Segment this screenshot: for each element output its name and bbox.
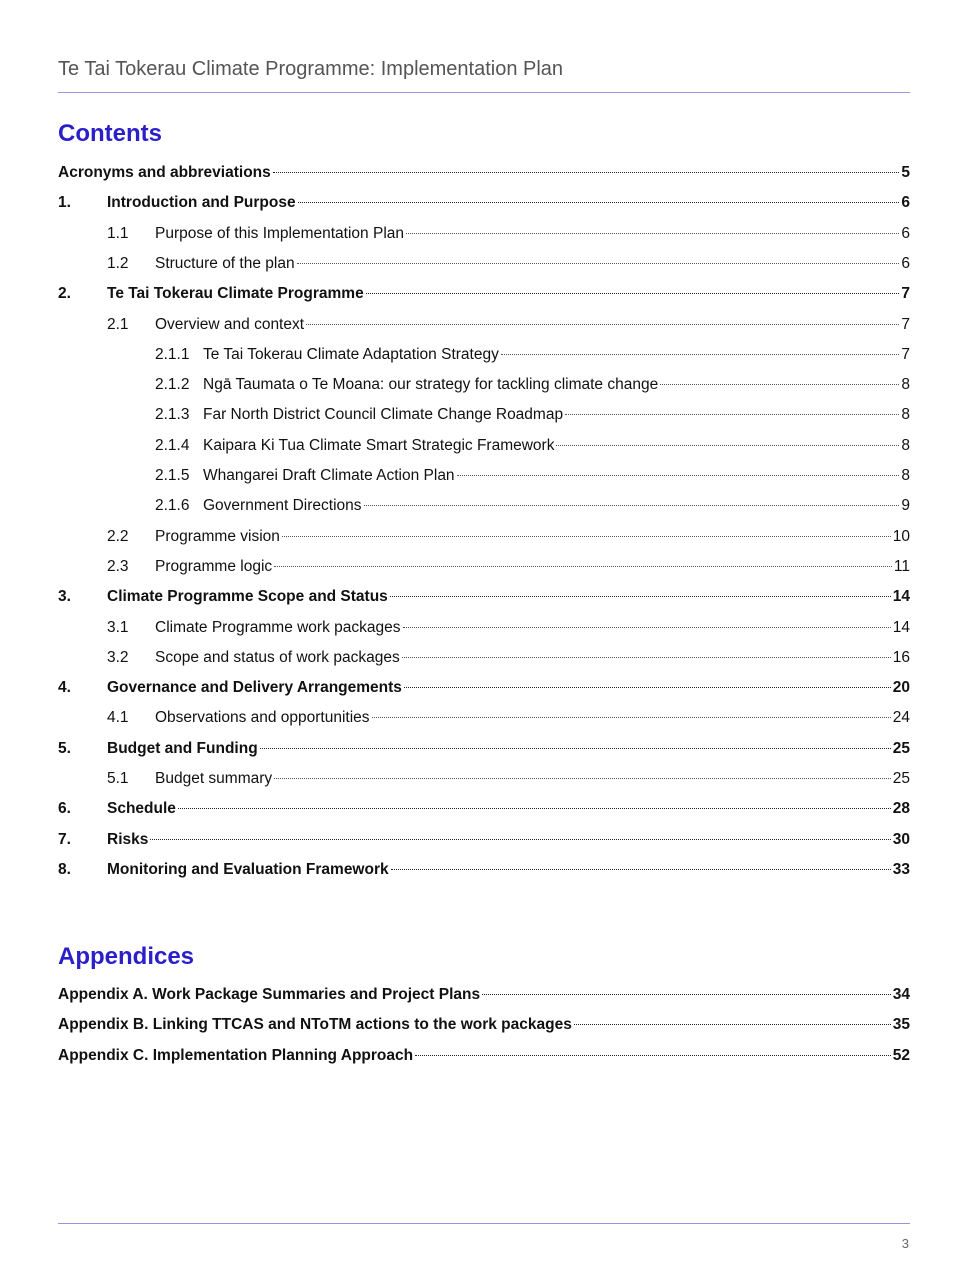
dot-leader xyxy=(282,536,891,537)
toc-entry-number: 2.3 xyxy=(107,557,129,575)
toc-entry-number: 2.1.4 xyxy=(155,436,190,454)
toc-entry-number: 4.1 xyxy=(107,709,129,727)
toc-entry-number: 1.1 xyxy=(107,224,129,242)
toc-entry-number: 2. xyxy=(58,285,71,303)
toc-entry-number: 2.1.2 xyxy=(155,376,190,394)
toc-entry-page: 16 xyxy=(892,648,910,666)
toc-entry-title: Schedule xyxy=(107,800,176,818)
toc-entry[interactable] xyxy=(58,798,910,820)
toc-entry-title: Whangarei Draft Climate Action Plan xyxy=(203,467,455,484)
toc-entry-number: 3. xyxy=(58,588,71,606)
toc-entry-number: 4. xyxy=(58,679,71,697)
toc-entry-title: Te Tai Tokerau Climate Programme xyxy=(107,285,364,303)
toc-entry[interactable] xyxy=(58,162,910,184)
toc-entry[interactable] xyxy=(58,586,910,608)
dot-leader xyxy=(403,627,891,628)
dot-leader xyxy=(364,505,900,506)
toc-entry[interactable] xyxy=(58,404,910,426)
toc-entry-page: 7 xyxy=(901,315,910,333)
toc-entry-number: 2.1.5 xyxy=(155,467,190,484)
toc-entry[interactable] xyxy=(58,984,910,1006)
toc-entry-title: Scope and status of work packages xyxy=(155,648,400,666)
toc-entry-title: Structure of the plan xyxy=(155,254,295,272)
toc-entry-title: Observations and opportunities xyxy=(155,709,370,727)
toc-entry-title: Ngā Taumata o Te Moana: our strategy for tackling climate change xyxy=(203,376,659,394)
dot-leader xyxy=(565,414,899,415)
toc-entry[interactable] xyxy=(58,314,910,336)
dot-leader xyxy=(402,657,891,658)
toc-entry-number: 2.1 xyxy=(107,315,129,333)
dot-leader xyxy=(178,808,891,809)
toc-entry[interactable] xyxy=(58,677,910,699)
toc-entry-page: 20 xyxy=(892,679,910,697)
toc-entry[interactable] xyxy=(58,829,910,851)
toc-entry-title: Government Directions xyxy=(203,497,362,515)
toc-entry-page: 11 xyxy=(893,557,910,575)
page-number: 3 xyxy=(901,1236,909,1251)
dot-leader xyxy=(415,1055,891,1056)
toc-entry-number: 2.2 xyxy=(107,527,129,545)
toc-entry-number: 3.1 xyxy=(107,618,129,636)
toc-entry[interactable] xyxy=(58,647,910,669)
toc-entry-page: 35 xyxy=(892,1016,910,1034)
toc-entry-number: 5.1 xyxy=(107,770,129,787)
dot-leader xyxy=(306,324,899,325)
toc-entry-title: Climate Programme Scope and Status xyxy=(107,588,388,606)
document-header-title: Te Tai Tokerau Climate Programme: Implementation Plan xyxy=(58,58,564,80)
toc-entry[interactable] xyxy=(58,738,910,760)
toc-entry[interactable] xyxy=(58,526,910,548)
toc-entry[interactable] xyxy=(58,435,910,457)
dot-leader xyxy=(391,869,891,870)
toc-entry-page: 6 xyxy=(901,224,910,242)
toc-entry[interactable] xyxy=(58,465,910,487)
dot-leader xyxy=(273,172,900,173)
toc-entry-page: 9 xyxy=(901,497,910,515)
toc-entry[interactable] xyxy=(58,707,910,729)
dot-leader xyxy=(406,233,899,234)
toc-entry-page: 25 xyxy=(892,770,910,787)
dot-leader xyxy=(260,748,891,749)
dot-leader xyxy=(660,384,899,385)
toc-entry-number: 2.1.6 xyxy=(155,497,190,515)
dot-leader xyxy=(274,566,892,567)
toc-entry[interactable] xyxy=(58,617,910,639)
toc-entry-page: 8 xyxy=(901,406,910,424)
toc-entry-number: 1. xyxy=(58,194,71,212)
dot-leader xyxy=(372,717,891,718)
toc-entry[interactable] xyxy=(58,556,910,578)
toc-entry-title: Kaipara Ki Tua Climate Smart Strategic Framework xyxy=(203,436,555,454)
toc-entry-page: 25 xyxy=(892,739,910,757)
toc-entry-number: 3.2 xyxy=(107,648,129,666)
toc-entry[interactable] xyxy=(58,192,910,214)
toc-entry-number: 2.1.3 xyxy=(155,406,190,424)
toc-entry[interactable] xyxy=(58,1045,910,1067)
toc-entry-number: 5. xyxy=(58,739,71,757)
toc-entry[interactable] xyxy=(58,768,910,790)
toc-entry-page: 8 xyxy=(901,376,910,394)
toc-entry-title: Risks xyxy=(107,830,149,848)
toc-entry-number: 7. xyxy=(58,830,71,848)
dot-leader xyxy=(457,475,900,476)
appendices-heading: Appendices xyxy=(58,943,195,970)
toc-entry-title: Governance and Delivery Arrangements xyxy=(107,679,402,697)
toc-entry-page: 34 xyxy=(892,986,910,1003)
toc-entry[interactable] xyxy=(58,495,910,517)
toc-entry-title: Acronyms and abbreviations xyxy=(58,164,271,181)
toc-entry-title: Appendix B. Linking TTCAS and NToTM actions to the work packages xyxy=(58,1016,572,1034)
toc-entry-page: 8 xyxy=(901,467,910,484)
toc-entry-number: 2.1.1 xyxy=(155,345,190,363)
toc-entry[interactable] xyxy=(58,283,910,305)
header-divider xyxy=(58,92,910,93)
dot-leader xyxy=(574,1024,891,1025)
toc-entry-page: 10 xyxy=(892,527,910,545)
toc-entry-page: 5 xyxy=(901,164,910,181)
toc-entry-page: 7 xyxy=(901,285,910,303)
toc-entry-title: Introduction and Purpose xyxy=(107,194,296,212)
toc-entry[interactable] xyxy=(58,344,910,366)
toc-entry[interactable] xyxy=(58,1014,910,1036)
toc-entry-title: Monitoring and Evaluation Framework xyxy=(107,860,389,878)
toc-entry-number: 8. xyxy=(58,860,71,878)
dot-leader xyxy=(501,354,900,355)
toc-entry[interactable] xyxy=(58,374,910,396)
toc-entry[interactable] xyxy=(58,253,910,275)
toc-entry-page: 30 xyxy=(892,830,910,848)
toc-entry-title: Appendix A. Work Package Summaries and Project Plans xyxy=(58,986,481,1003)
dot-leader xyxy=(366,293,900,294)
toc-entry-title: Purpose of this Implementation Plan xyxy=(155,224,404,242)
toc-entry-title: Overview and context xyxy=(155,315,305,333)
toc-entry-page: 14 xyxy=(892,618,910,636)
toc-entry-page: 33 xyxy=(892,860,910,878)
toc-entry-page: 14 xyxy=(892,588,910,606)
toc-entry-number: 1.2 xyxy=(107,254,129,272)
dot-leader xyxy=(297,263,900,264)
toc-entry-title: Programme vision xyxy=(155,527,280,545)
dot-leader xyxy=(390,596,891,597)
toc-entry[interactable] xyxy=(58,859,910,881)
toc-entry-page: 52 xyxy=(892,1046,910,1064)
toc-entry-page: 28 xyxy=(892,800,910,818)
toc-entry-title: Programme logic xyxy=(155,557,273,575)
toc-entry-number: 6. xyxy=(58,800,71,818)
toc-entry-title: Appendix C. Implementation Planning Approach xyxy=(58,1046,414,1064)
dot-leader xyxy=(298,202,900,203)
footer-divider xyxy=(58,1223,910,1224)
contents-heading: Contents xyxy=(58,120,162,147)
toc-entry[interactable] xyxy=(58,223,910,245)
toc-entry-page: 7 xyxy=(901,345,910,363)
dot-leader xyxy=(150,839,890,840)
toc-entry-title: Climate Programme work packages xyxy=(155,618,401,636)
toc-entry-page: 8 xyxy=(901,436,910,454)
dot-leader xyxy=(556,445,899,446)
toc-entry-page: 6 xyxy=(901,254,910,272)
toc-entry-title: Budget summary xyxy=(155,770,273,787)
toc-entry-title: Te Tai Tokerau Climate Adaptation Strategy xyxy=(203,345,499,363)
toc-entry-title: Far North District Council Climate Change Roadmap xyxy=(203,406,564,424)
dot-leader xyxy=(274,778,891,779)
toc-entry-page: 6 xyxy=(901,194,910,212)
toc-entry-page: 24 xyxy=(892,709,910,727)
dot-leader xyxy=(404,687,891,688)
toc-entry-title: Budget and Funding xyxy=(107,739,258,757)
dot-leader xyxy=(482,994,891,995)
